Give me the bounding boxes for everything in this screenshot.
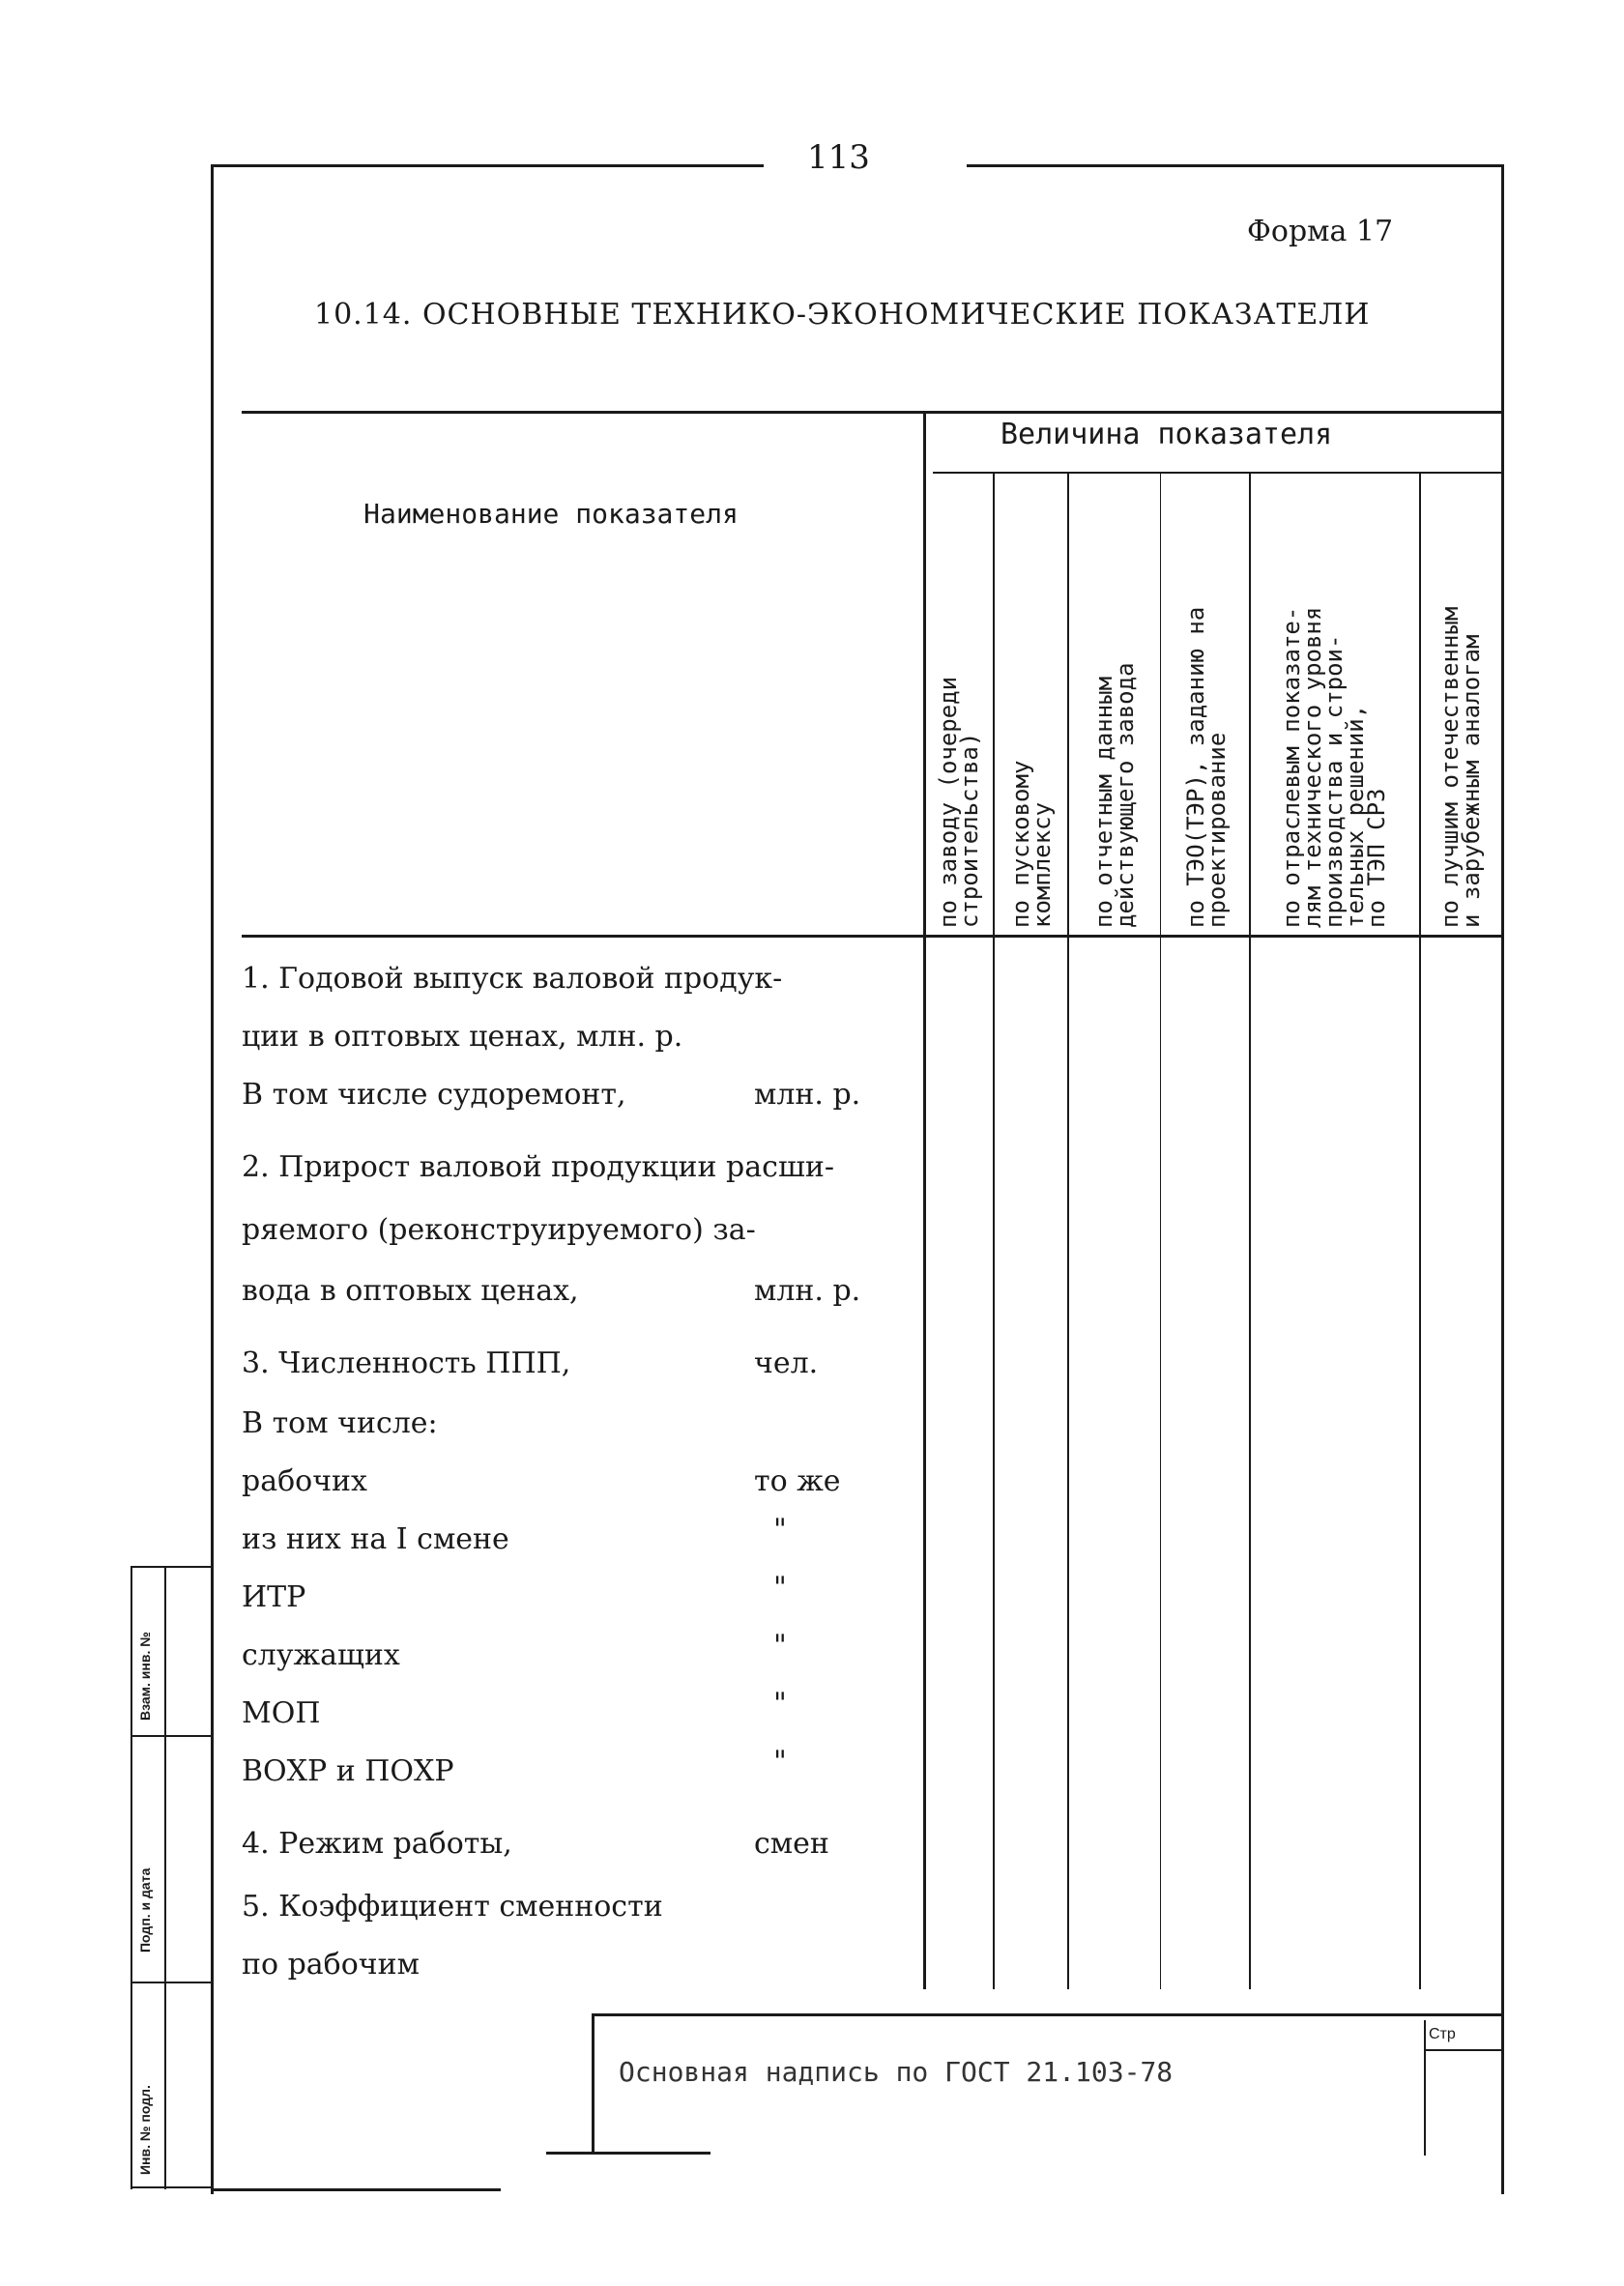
row-label: ряемого (реконструируемого) за- [242,1213,756,1247]
row-label: служащих [242,1638,400,1672]
row-unit: " [773,1745,787,1779]
footer-bottom-right [546,2152,710,2155]
column-header-feasibility: по ТЭО(ТЭР), заданию на проектирование [1182,606,1231,928]
footer-text: Основная надпись по ГОСТ 21.103-78 [619,2056,1174,2088]
col-divider-1 [993,474,995,1989]
row-unit: смен [754,1827,829,1861]
group-header: Величина показателя [1000,418,1333,451]
column-header-industry: по отраслевым показате- лям технического уровня производства и строи- тельных решений, по ТЭП СРЗ [1278,606,1390,928]
row-label: В том числе: [242,1406,438,1440]
stamp-border-outer [130,1566,132,2189]
col-divider-0 [923,414,926,1989]
stamp-bottom [130,2186,213,2188]
row-label: вода в оптовых ценах, [242,1274,579,1308]
form-label: Форма 17 [1247,215,1394,248]
row-unit: млн. р. [754,1274,861,1308]
row-unit: " [773,1571,787,1605]
frame-right [1501,164,1504,2194]
document-title: 10.14. ОСНОВНЫЕ ТЕХНИКО-ЭКОНОМИЧЕСКИЕ ПОКАЗАТЕЛИ [314,298,1371,332]
stamp-divider-1 [130,1735,213,1737]
row-unit: " [773,1513,787,1547]
row-label: 5. Коэффициент сменности [242,1890,663,1924]
footer-bottom-left [211,2188,501,2191]
row-label: В том числе судоремонт, [242,1078,626,1112]
footer-box-top [592,2013,1503,2016]
row-unit: " [773,1687,787,1721]
column-header-analogues: по лучшим отечественным и зарубежным аналогам [1436,606,1485,928]
header-bottom-rule [242,935,1503,938]
row-label: рабочих [242,1464,367,1498]
frame-left [211,164,214,2194]
stamp-inv-replace: Взам. инв. № [137,1632,153,1721]
row-label: 4. Режим работы, [242,1827,512,1861]
row-label: 3. Численность ППП, [242,1346,571,1380]
col-divider-4 [1249,474,1251,1989]
row-unit: млн. р. [754,1078,861,1112]
row-label: из них на I смене [242,1522,509,1556]
row-label: по рабочим [242,1948,420,1982]
stamp-top [130,1566,213,1568]
row-label: 2. Прирост валовой продукции расши- [242,1150,834,1184]
stamp-inv-orig: Инв. № подл. [137,2085,153,2175]
column-header-existing-plant: по отчетным данным действующего завода [1090,662,1139,928]
col-divider-2 [1067,474,1069,1989]
row-unit: чел. [754,1346,819,1380]
frame-top-right [967,164,1503,167]
row-label: ции в оптовых ценах, млн. р. [242,1020,683,1054]
column-header-start-complex: по пусковому комплексу [1007,760,1056,928]
column-header-plant: по заводу (очереди строительства) [935,676,983,928]
row-label: ВОХР и ПОХР [242,1754,454,1788]
page-cell-bottom [1424,2049,1503,2051]
row-unit: то же [754,1464,841,1498]
table-top-rule [242,411,1503,414]
page-cell-label: Стр [1429,2026,1456,2042]
stamp-sign-date: Подп. и дата [137,1867,153,1953]
row-unit: " [773,1629,787,1663]
frame-top-left [211,164,764,167]
footer-box-left [592,2013,594,2154]
stamp-divider-2 [130,1982,213,1983]
row-label: МОП [242,1696,321,1730]
col-divider-5 [1419,474,1421,1989]
page-cell-left [1424,2020,1426,2156]
stamp-border-mid [164,1566,166,2189]
name-column-header: Наименование показателя [363,498,739,530]
col-divider-3 [1160,474,1161,1989]
page-number: 113 [807,138,870,177]
group-header-rule [933,472,1503,474]
row-label: ИТР [242,1580,306,1614]
row-label: 1. Годовой выпуск валовой продук- [242,962,783,996]
